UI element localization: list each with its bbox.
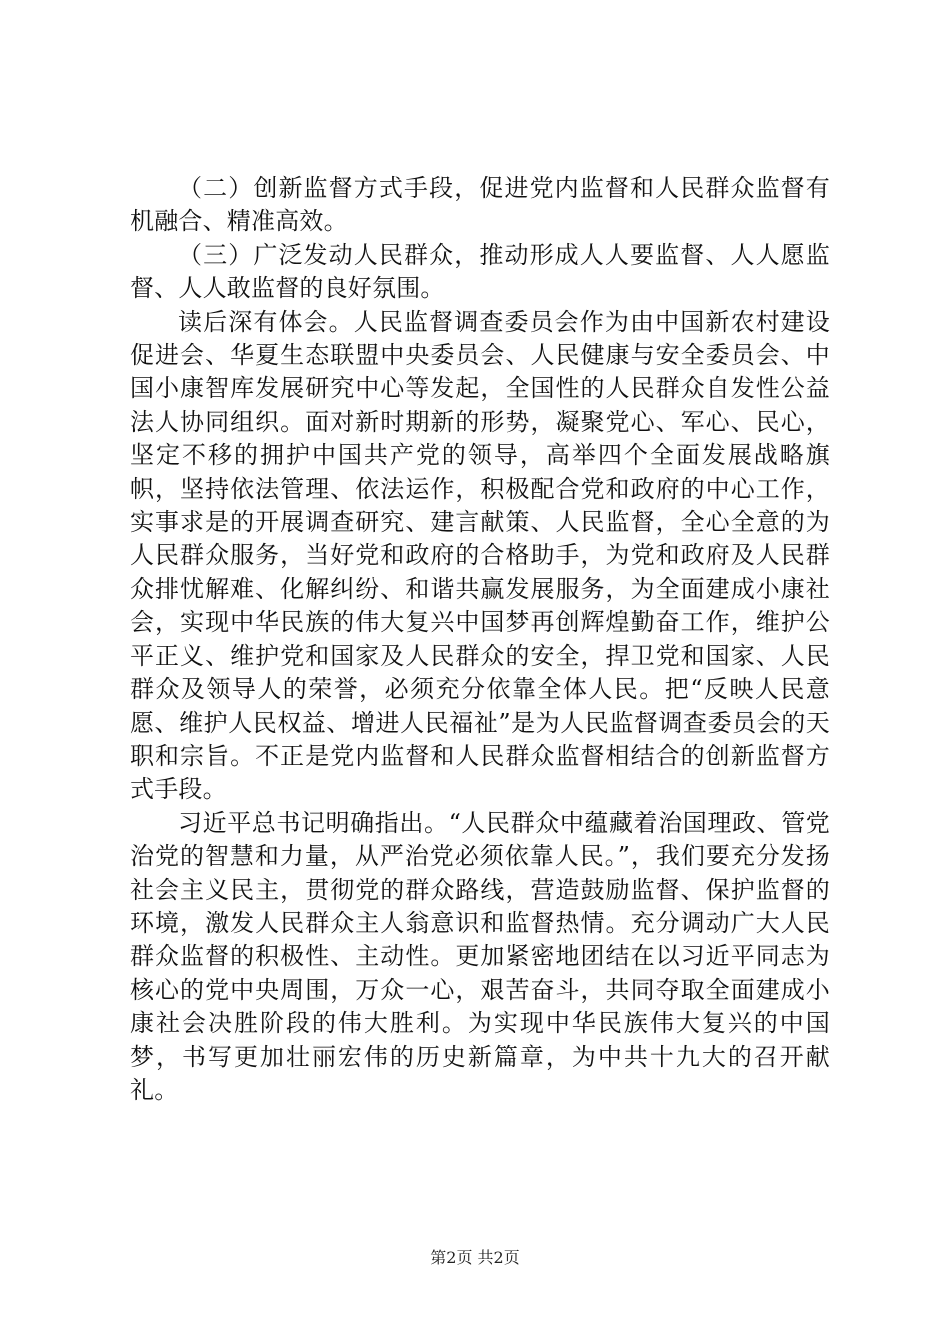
paragraph-reflection: 读后深有体会。人民监督调查委员会作为由中国新农村建设促进会、华夏生态联盟中央委员会、人民健康与安全委员会、中国小康智库发展研究中心等发起，全国性的人民群众自发性公益法人协同组织。面对新时期新的形势，凝聚党心、军心、民心，坚定不移的拥护中国共产党的领导，高举四个全面发展战略旗帜，坚持依法管理、依法运作，积极配合党和政府的中心工作，实事求是的开展调查研究、建言献策、人民监督，全心全意的为人民群众服务，当好党和政府的合格助手，为党和政府及人民群众排忧解难、化解纠纷、和谐共赢发展服务，为全面建成小康社会，实现中华民族的伟大复兴中国梦再创辉煌勤奋工作，维护公平正义、维护党和国家及人民群众的安全，捍卫党和国家、人民群众及领导人的荣誉，必须充分依靠全体人民。把“反映人民意愿、维护人民权益、增进人民福祉”是为人民监督调查委员会的天职和宗旨。不正是党内监督和人民群众监督相结合的创新监督方式手段。 [130,307,830,804]
paragraph-section-two: （二）创新监督方式手段，促进党内监督和人民群众监督有机融合、精准高效。 [130,174,830,236]
page-number-footer: 第2页 共2页 [430,1248,520,1267]
paragraph-quote: 习近平总书记明确指出。“人民群众中蕴藏着治国理政、管党治党的智慧和力量，从严治党必须依靠人民。”，我们要充分发扬社会主义民主，贯彻党的群众路线，营造鼓励监督、保护监督的环境，激发人民群众主人翁意识和监督热情。充分调动广大人民群众监督的积极性、主动性。更加紧密地团结在以习近平同志为核心的党中央周围，万众一心，艰苦奋斗，共同夺取全面建成小康社会决胜阶段的伟大胜利。为实现中华民族伟大复兴的中国梦，书写更加壮丽宏伟的历史新篇章，为中共十九大的召开献礼。 [130,808,830,1104]
paragraph-section-three: （三）广泛发动人民群众，推动形成人人要监督、人人愿监督、人人敢监督的良好氛围。 [130,240,830,303]
document-body [130,172,830,1107]
